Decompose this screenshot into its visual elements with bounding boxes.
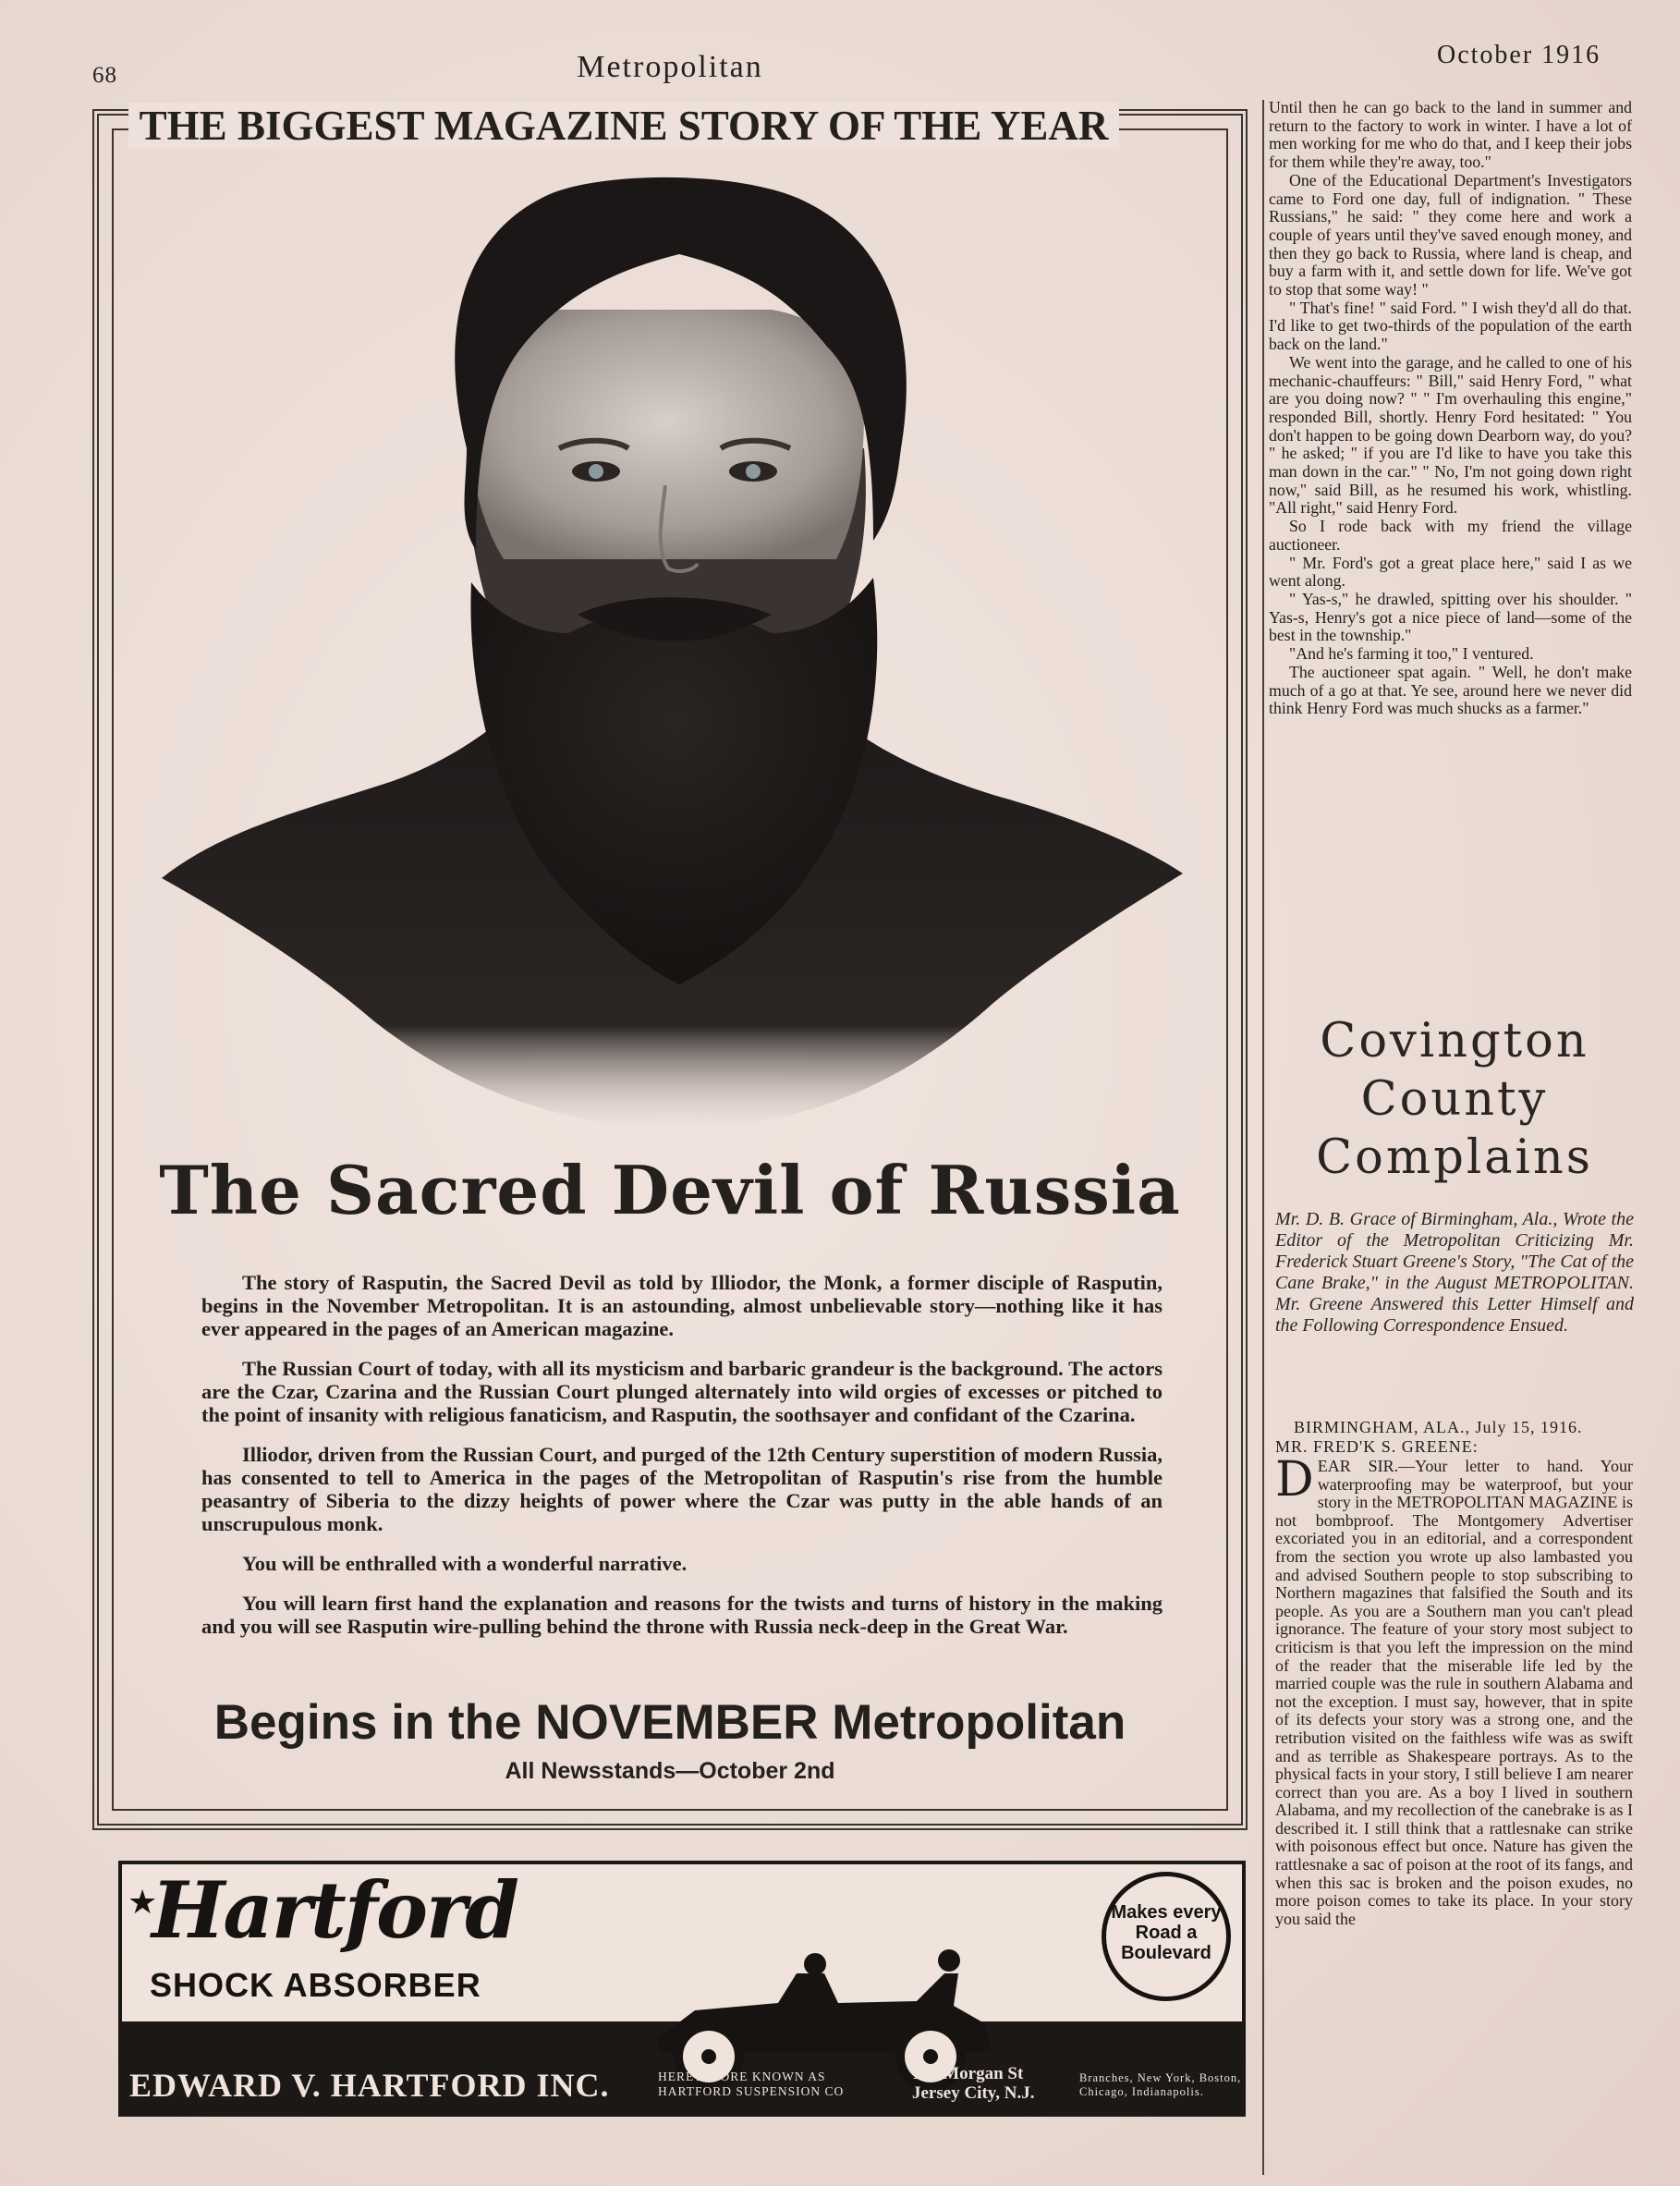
issue-date: October 1916 [1437, 41, 1601, 69]
ad-headline [65, 102, 1183, 157]
branches-line: Branches, New York, Boston, [1079, 2071, 1242, 2084]
article-paragraph: " That's fine! " said Ford. " I wish they'd all do that. I'd like to get two-thirds of the population of the earth back on the land." [1269, 298, 1632, 354]
covington-heading [1275, 1012, 1634, 1187]
rasputin-portrait [162, 171, 1183, 1137]
article-paragraph: The auctioneer spat again. " Well, he don't make much of a go at that. Ye see, around here we never did think Henry Ford was much shucks as a farmer." [1269, 662, 1632, 718]
heading-line: Covington [1320, 1014, 1589, 1069]
hartford-subtitle: SHOCK ABSORBER [150, 1966, 481, 2004]
badge-line: Road a [1135, 1923, 1198, 1943]
boulevard-badge [1102, 1872, 1231, 2001]
ad-paragraph: The Russian Court of today, with all its mysticism and barbaric grandeur is the background. The actors are the Czar, Czarina and the Russian Court plunged alternately into wild orgies of excesses or pitched to the point of insanity with religious fanaticism, and Rasputin, the soothsayer and confidant of the Czarina. [201, 1357, 1163, 1426]
article-paragraph: "And he's farming it too," I ventured. [1289, 644, 1534, 664]
drop-cap: D [1275, 1452, 1314, 1508]
running-title: Metropolitan [577, 50, 763, 84]
article-paragraph: " Yas-s," he drawled, spitting over his shoulder. " Yas-s, Henry's got a nice piece of land—some of the best in the township." [1269, 589, 1632, 645]
ad-body [201, 1271, 1163, 1655]
badge-line: Boulevard [1121, 1943, 1211, 1963]
article-paragraph: " Mr. Ford's got a great place here," said I as we went along. [1269, 553, 1632, 591]
hartford-formerly [658, 2070, 844, 2099]
hartford-logo: Hartford [152, 1864, 518, 1956]
covington-deck: Mr. D. B. Grace of Birmingham, Ala., Wrote the Editor of the Metropolitan Criticizing Mr. Frederick Stuart Greene's Story, "The Cat of the Cane Brake," in the August METROPOLITAN. Mr. Greene Answered this Letter Himself and the Following Correspondence Ensued. [1275, 1209, 1634, 1336]
article-paragraph: We went into the garage, and he called to one of his mechanic-chauffeurs: " Bill," said Henry Ford, " what are you doing now? " " I'm overhauling this engine," responded Bill, shortly. Henry Ford hesitated: " You don't happen to be going down Dearborn way, do you? " he asked; " if you are I'd like to have you take this man down in the car." " No, I'm not going down right now," said Bill, as he resumed his work, whistling. "All right," said Henry Ford. [1269, 352, 1632, 518]
article-paragraph: One of the Educational Department's Investigators came to Ford one day, full of indignation. " These Russians," he said: " they come here and work a couple of years until they've saved enough money, and then they go back to Russia, where land is cheap, and buy a farm with it, and settle down for life. We've got to stop that some way! " [1269, 170, 1632, 299]
ad-paragraph: You will learn first hand the explanation and reasons for the twists and turns of history in the making and you will see Rasputin wire-pulling behind the throne with Russia neck-deep in the Great War. [201, 1592, 1163, 1638]
article-paragraph: Until then he can go back to the land in summer and return to the factory to work in winter. I have a lot of men working for me who do that, and I keep their jobs for them while they're away, too." [1269, 98, 1632, 172]
page-number: 68 [92, 63, 117, 88]
hartford-address [912, 2064, 1034, 2103]
ad-paragraph: The story of Rasputin, the Sacred Devil as told by Illiodor, the Monk, a former disciple of Rasputin, begins in the November Metropolitan. It is an astounding, almost unbelievable story—nothing like it has ever appeared in the pages of an American magazine. [201, 1271, 1163, 1340]
badge-line: Makes every [1111, 1902, 1222, 1923]
letter-text: EAR SIR.—Your letter to hand. Your waterproofing may be waterproof, but your story in the METROPOLITAN MAGAZINE is not bombproof. The Montgomery Advertiser excoriated you in an editorial, and a correspondent from the section you wrote up also lambasted you and advised Southern people to stop subscribing to Northern magazines that falsified the South and its people. As you are a Southern man you can't plead ignorance. The feature of your story most subject to criticism is that you left the impression on the mind of the reader that the miserable life led by the married couple was the rule in southern Alabama and not the exception. I must say, however, that in spite of its defects your story was a strong one, and the retribution visited on the faithless wife was as swift and as terrible as Shakespeare portrays. As to the physical facts in your story, I still believe I am nearer correct than you are. As a boy I lived in southern Alabama, and my recollection of the canebrake is as I described it. I still think that a rattlesnake can strike with poisonous effect but once. Nature has given the rattlesnake a sac of poison at the root of its fangs, and when this sac is broken and the poison exudes, no more poison comes to take its place. In your story you said the [1275, 1457, 1633, 1928]
ad-headline-text: THE BIGGEST MAGAZINE STORY OF THE YEAR [128, 103, 1120, 149]
letter-body [1275, 1452, 1633, 1928]
hartford-branches [1079, 2071, 1241, 2099]
star-icon: ★ [128, 1884, 158, 1921]
ad-newsstands-line: All Newsstands—October 2nd [505, 1758, 835, 1784]
letter-dateline: BIRMINGHAM, ALA., July 15, 1916. [1294, 1418, 1583, 1436]
branches-line: Chicago, Indianapolis. [1079, 2085, 1204, 2098]
heading-line: County [1360, 1072, 1549, 1127]
hartford-company: EDWARD V. HARTFORD INC. [129, 2067, 610, 2104]
heading-line: Complains [1316, 1130, 1593, 1185]
column-rule [1262, 100, 1264, 2175]
formerly-line: HARTFORD SUSPENSION CO [658, 2084, 845, 2098]
ad-paragraph: You will be enthralled with a wonderful narrative. [242, 1552, 688, 1575]
ad-paragraph: Illiodor, driven from the Russian Court, and purged of the 12th Century superstition of modern Russia, has consented to tell to America in the pages of the Metropolitan of Rasputin's rise from the humble peasantry of Siberia to the dizzy heights of power where the Czar was putty in the able hands of an unscrupulous monk. [201, 1443, 1163, 1535]
ad-title: The Sacred Devil of Russia [159, 1151, 1181, 1229]
ford-article-continuation [1269, 99, 1632, 718]
address-line: 137 Morgan St [912, 2064, 1024, 2083]
ad-begins-line: Begins in the NOVEMBER Metropolitan [213, 1695, 1126, 1750]
formerly-line: HERETOFORE KNOWN AS [658, 2070, 826, 2083]
article-paragraph: So I rode back with my friend the village auctioneer. [1269, 517, 1632, 554]
hartford-advertisement [118, 1861, 1246, 2117]
letter-salutation: MR. FRED'K S. GREENE: [1275, 1437, 1479, 1456]
address-line: Jersey City, N.J. [912, 2083, 1035, 2103]
